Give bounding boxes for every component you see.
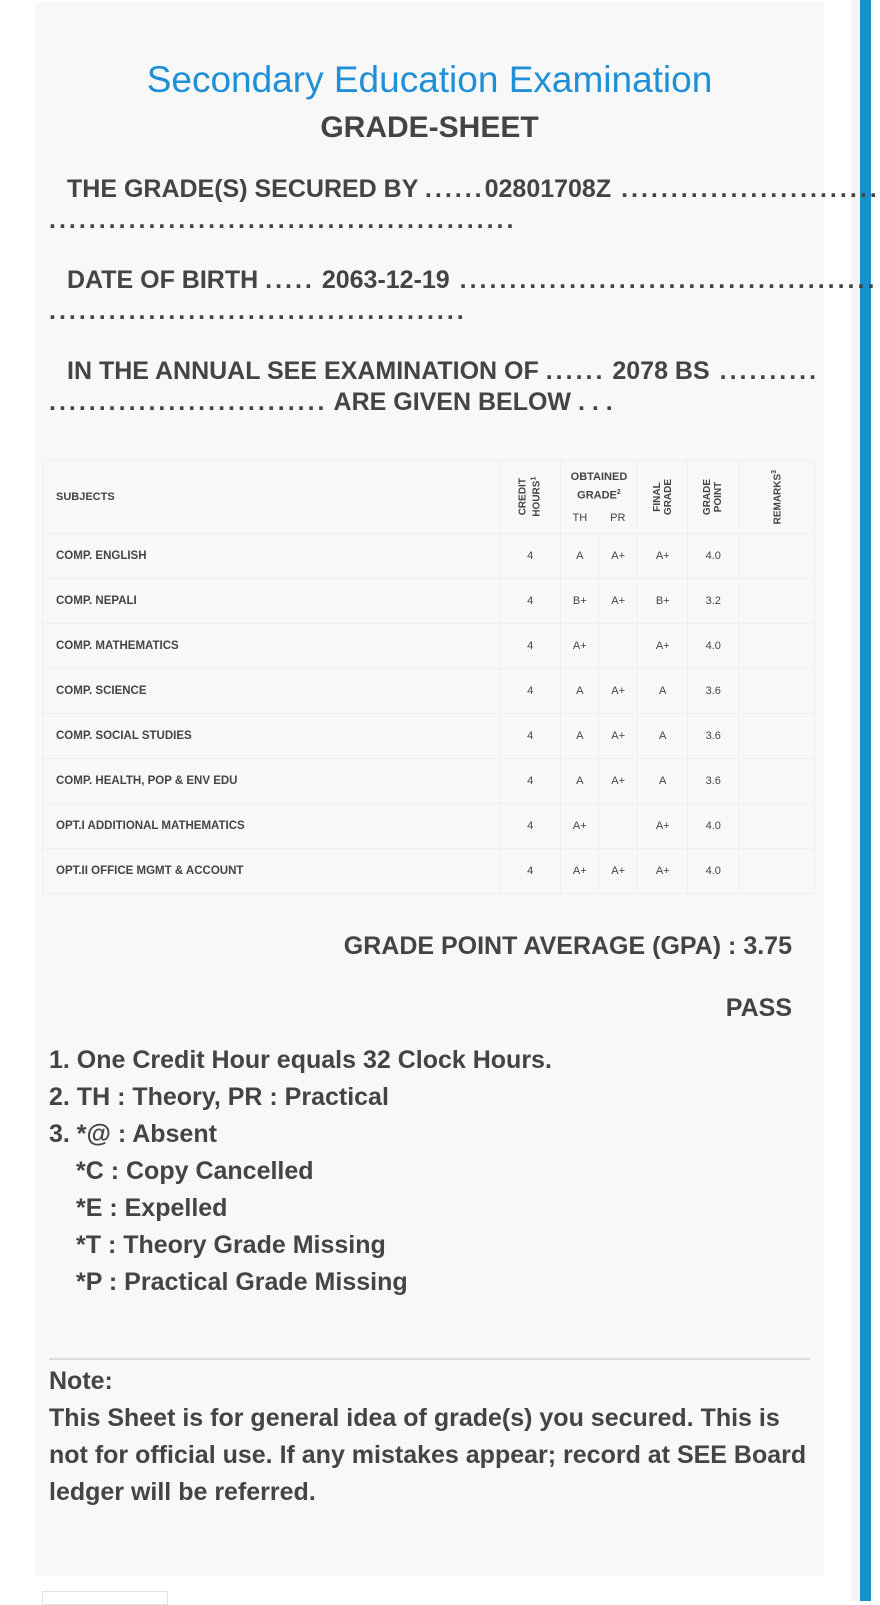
subject-name: OPT.II OFFICE MGMT & ACCOUNT xyxy=(43,849,500,894)
final-grade-header: FINAL GRADE xyxy=(637,461,688,534)
grade-point: 3.6 xyxy=(688,759,739,804)
remarks xyxy=(739,669,815,714)
final-grade: B+ xyxy=(637,579,688,624)
final-grade: A xyxy=(637,714,688,759)
credit-hours-header: CREDIT HOURS$^1$ xyxy=(500,461,561,534)
credit-hours: 4 xyxy=(500,534,561,579)
grade-point: 4.0 xyxy=(688,849,739,894)
page-gutter xyxy=(851,0,860,1601)
exam-title: Secondary Education Examination xyxy=(146,59,713,100)
credit-hours: 4 xyxy=(500,669,561,714)
grade-point: 3.6 xyxy=(688,714,739,759)
theory-grade: A xyxy=(561,534,599,579)
grade-point: 4.0 xyxy=(688,534,739,579)
table-header-row xyxy=(43,461,815,534)
practical-grade: A+ xyxy=(599,579,637,624)
credit-hours: 4 xyxy=(500,804,561,849)
table-row xyxy=(43,579,815,624)
remarks xyxy=(739,804,815,849)
note-heading: Note: xyxy=(49,1367,113,1395)
result-status: PASS xyxy=(725,994,792,1022)
th-header: TH xyxy=(572,511,588,524)
legend-item: *E : Expelled xyxy=(76,1194,228,1222)
secured-by-line: THE GRADE(S) SECURED BY ......02801708Z .......................... ............................................... xyxy=(49,175,880,234)
final-grade: A xyxy=(637,669,688,714)
gpa-line xyxy=(344,932,792,961)
practical-grade: A+ xyxy=(599,669,637,714)
gpa-label: GRADE POINT AVERAGE (GPA) : xyxy=(343,932,737,960)
dob-line: DATE OF BIRTH ..... 2063-12-19 .......................................... .......................................... xyxy=(49,266,878,325)
remarks-header: REMARKS$^3$ xyxy=(739,461,815,534)
practical-grade: A+ xyxy=(599,849,637,894)
practical-grade: A+ xyxy=(599,714,637,759)
remarks xyxy=(739,534,815,579)
grade-sheet-heading: GRADE-SHEET xyxy=(320,111,539,144)
table-row xyxy=(43,714,815,759)
table-row xyxy=(43,849,815,894)
credit-hours: 4 xyxy=(500,759,561,804)
remarks xyxy=(739,849,815,894)
exam-year: 2078 BS xyxy=(612,357,710,385)
gpa-value: 3.75 xyxy=(743,932,792,960)
exam-line: IN THE ANNUAL SEE EXAMINATION OF ...... 2078 BS .......... ............................ ARE GIVEN BELOW . . . xyxy=(49,357,820,416)
final-grade: A+ xyxy=(637,804,688,849)
theory-grade: A+ xyxy=(561,804,599,849)
legend-item: *T : Theory Grade Missing xyxy=(76,1231,386,1259)
theory-grade: A xyxy=(561,669,599,714)
legend-item: 3. *@ : Absent xyxy=(49,1120,217,1148)
obtained-grade-header: OBTAINED GRADE$^2$ TH PR xyxy=(561,461,638,534)
credit-hours: 4 xyxy=(500,714,561,759)
credit-hours: 4 xyxy=(500,849,561,894)
subject-name: COMP. HEALTH, POP & ENV EDU xyxy=(43,759,500,804)
table-row xyxy=(43,759,815,804)
subject-name: COMP. NEPALI xyxy=(43,579,500,624)
subject-name: COMP. MATHEMATICS xyxy=(43,624,500,669)
theory-grade: A xyxy=(561,714,599,759)
given-below: ARE GIVEN BELOW . . . xyxy=(333,388,613,416)
bottom-button-edge[interactable] xyxy=(42,1591,168,1605)
table-row xyxy=(43,534,815,579)
legend-item: 1. One Credit Hour equals 32 Clock Hours. xyxy=(49,1046,552,1074)
practical-grade: A+ xyxy=(599,534,637,579)
grade-point: 4.0 xyxy=(688,624,739,669)
credit-hours: 4 xyxy=(500,624,561,669)
date-of-birth: 2063-12-19 xyxy=(321,266,450,294)
legend-list xyxy=(49,1042,552,1301)
practical-grade xyxy=(599,804,637,849)
symbol-number: 02801708Z xyxy=(484,175,612,203)
grade-sheet-card xyxy=(35,2,880,1576)
final-grade: A+ xyxy=(637,534,688,579)
remarks xyxy=(739,759,815,804)
table-row xyxy=(43,804,815,849)
credit-hours: 4 xyxy=(500,579,561,624)
remarks xyxy=(739,624,815,669)
practical-grade xyxy=(599,624,637,669)
note-text: This Sheet is for general idea of grade(s) you secured. This is not for official use. If any mistakes appear; record at SEE Board ledger will be referred. xyxy=(49,1404,807,1506)
legend-item: *C : Copy Cancelled xyxy=(76,1157,314,1185)
subject-name: COMP. SCIENCE xyxy=(43,669,500,714)
theory-grade: B+ xyxy=(561,579,599,624)
exam-label: IN THE ANNUAL SEE EXAMINATION OF xyxy=(67,357,539,385)
table-row xyxy=(43,669,815,714)
pr-header: PR xyxy=(610,511,626,524)
subject-name: COMP. ENGLISH xyxy=(43,534,500,579)
grades-table xyxy=(42,460,815,894)
subject-name: COMP. SOCIAL STUDIES xyxy=(43,714,500,759)
legend-item: *P : Practical Grade Missing xyxy=(76,1268,408,1296)
final-grade: A xyxy=(637,759,688,804)
theory-grade: A+ xyxy=(561,624,599,669)
legend-item: 2. TH : Theory, PR : Practical xyxy=(49,1083,389,1111)
grade-point-header: GRADE POINT xyxy=(688,461,739,534)
remarks xyxy=(739,579,815,624)
table-row xyxy=(43,624,815,669)
theory-grade: A xyxy=(561,759,599,804)
grade-point: 3.2 xyxy=(688,579,739,624)
subjects-header: SUBJECTS xyxy=(43,461,500,534)
grade-point: 4.0 xyxy=(688,804,739,849)
scroll-accent-bar xyxy=(860,0,871,1601)
subject-name: OPT.I ADDITIONAL MATHEMATICS xyxy=(43,804,500,849)
final-grade: A+ xyxy=(637,849,688,894)
grade-point: 3.6 xyxy=(688,669,739,714)
theory-grade: A+ xyxy=(561,849,599,894)
secured-by-label: THE GRADE(S) SECURED BY xyxy=(67,175,418,203)
divider xyxy=(49,1358,810,1360)
remarks xyxy=(739,714,815,759)
practical-grade: A+ xyxy=(599,759,637,804)
final-grade: A+ xyxy=(637,624,688,669)
dob-label: DATE OF BIRTH xyxy=(67,266,259,294)
